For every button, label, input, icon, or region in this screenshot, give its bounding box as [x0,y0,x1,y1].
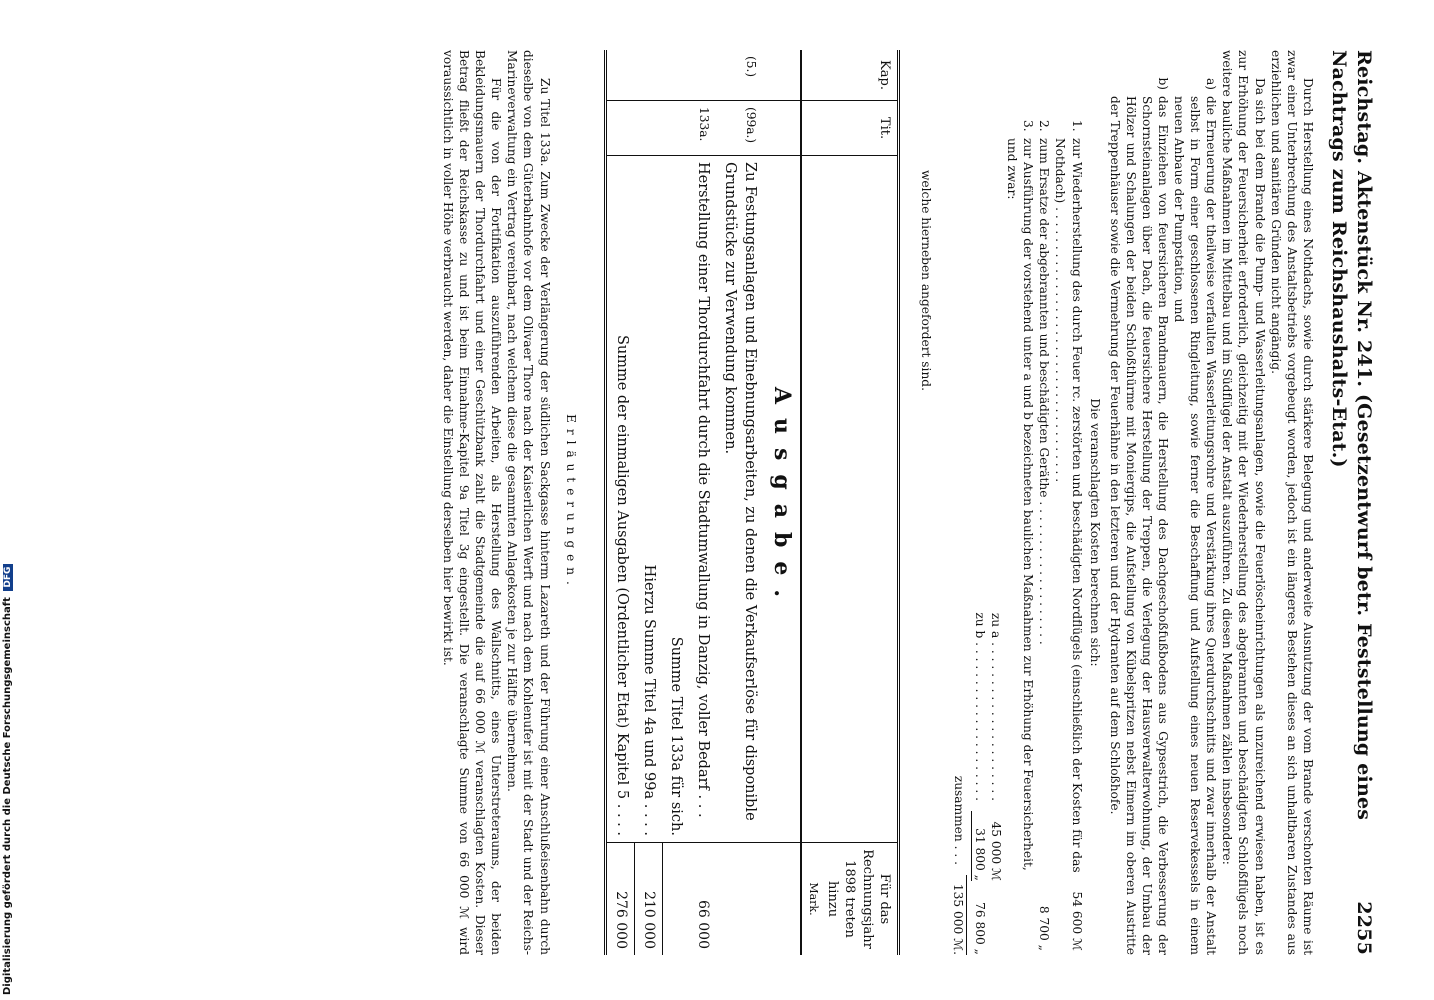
sum-row-2: Hierzu Summe Titel 4a und 99a . . . . [635,156,662,843]
cost-total [950,50,967,955]
row2-amount: 66 000 [689,843,716,956]
col-kap: Kap. [801,50,899,101]
list-text: das Einziehen von feuersicheren Brandmauern, die Herstellung des Dachgeschoßfußbodens aus Gypsestrich, die Verbesserung der Schornsteinanlagen über Dach, die feuersichere Herstellung der Treppen, die Verlegung der Hausverwalterwohnung, der Umbau der Hölzer und Schalungen der beiden Schloßthürme mit Moniergips, die Aufstellung von Kübelspritzen nebst Eimern im oberen Austritte der Treppenhäuser sowie die Vermehrung der Feuerhähne in den letzteren und der Hydranten auf dem Schloßhofe. [1107,96,1170,955]
sum-row-1: Summe Titel 133a für sich. [662,156,689,843]
col-amount [801,843,899,956]
row2-desc: Herstellung einer Thordurchfahrt durch die Stadtumwallung in Danzig, voller Bedarf . . . [689,156,716,843]
document-page [440,50,1376,955]
cost-number: 1. [1069,120,1084,132]
cost-row3-amount: 76 800 „ [972,902,987,955]
sub-amount: 31 800 „ [971,811,988,881]
credit-text: Digitalisierung gefördert durch die Deutsche Forschungsgemeinschaft [2,597,13,995]
running-header [1326,50,1376,955]
cost-amount: 54 600 ℳ [1069,891,1084,951]
dfg-logo: DFG [3,564,13,591]
col-desc [801,156,899,843]
col-amount-label: Für das Rechnungsjahr 1898 treten hinzu [825,849,892,949]
cost-row-1 [1052,120,1084,955]
row1-kap: (5.) [743,56,758,78]
cost-text: zum Ersatze der abgebrannten und beschädigten Geräthe . . . . . . . . . . . . . . . . . . . [1037,138,1052,645]
cost-text: zur Ausführung der vorstehend unter a und b bezeichneten baulichen Maßnahmen zur Erhöhung der Feuersicherheit, und zwar: [1005,138,1036,871]
cost-number: 2. [1037,120,1052,132]
explanations [440,50,553,955]
row2-tit: 133a. [689,101,716,156]
paragraph-1: Durch Herstellung eines Nothdachs, sowie durch stärkere Belegung und anderweite Ausnutzung der vom Brande verschonten Räume ist zwar einer Unterbrechung des Anstaltsbetriebs vorgebeugt worden, jedoch ist ein längeres Bestehen dieses an sich unhaltbaren Zustandes aus erziehlichen und sanitären Gründen nicht angängig. [1268,50,1315,955]
page-number: 2255 [1353,901,1375,955]
cost-row-3 [1004,120,1036,955]
sum-row-3: Summe der einmaligen Ausgaben (Ordentlicher Etat) Kapitel 5 . . . . [606,156,635,843]
sub-amount: 45 000 ℳ [989,821,1004,881]
explanation-paragraph-1: Zu Titel 133a. Zum Zwecke der Verlängerung der südlichen Sackgasse hinterm Lazareth und der Führung einer Anschlußeisenbahn durch dieselbe von dem Güterbahnhofe vor dem Olivaer Thore nach der Kaiserlichen Werft und nach dem Kohlenufer ist mit der Stadt und der Reichs-Marineverwaltung ein Vertrag vereinbart, nach welchem diese die gesammten Anlagekosten je zur Hälfte übernehmen. [505,50,552,955]
row1-desc: Zu Festungsanlagen und Einebnungsarbeiten, zu denen die Verkaufserlöse für disponible Grundstücke zur Verwendung kommen. [716,156,762,843]
list-label: a) [1204,77,1219,90]
cost-sub-a [988,50,1004,881]
cost-sub-b [971,50,988,955]
row1-tit: (99a.) [716,101,762,156]
section-title: Ausgabe. [763,156,801,843]
costs-heading: Die veranschlagten Kosten berechnen sich: [1087,398,1102,667]
cost-row-2 [1036,120,1052,955]
sum-row-3-amount: 276 000 [606,843,635,956]
header-title: Reichstag. Aktenstück Nr. 241. (Gesetzentwurf betr. Feststellung eines Nachtrags zum Reichshaushalts-Etat.) [1327,50,1375,821]
cost-text: zur Wiederherstellung des durch Feuer rc. zerstörten und beschädigten Nordflügels (einschließlich der Kosten für das Nothdach) . . . . . . . . . . . . . . . . . . . . . . . . . . . . . . . . . . . . [1053,138,1084,873]
explanations-title: Erläuterungen. [564,414,579,591]
sub-label: zu b . . . . . . . . . . . . . . . . . . . . . [972,612,987,801]
list-label: b) [1156,77,1170,90]
list-item-b [1107,50,1171,955]
budget-table [604,50,899,955]
sum-row-2-amount: 210 000 [635,843,662,956]
sub-label: zu a . . . . . . . . . . . . . . . . . . . . . [989,612,1004,801]
cost-number: 3. [1021,120,1036,132]
explanation-paragraph-2: Für die von der Fortifikation auszuführenden Arbeiten, als Herstellung des Wallschnitts, eines Unterstreteraums, der beiden Bekleidungsmauern der Thordurchfahrt und einer Geschützbank zahlt die Stadtgemeinde die auf 66 000 ℳ veranschlagten Kosten. Dieser Betrag fließt der Reichskasse zu und ist beim Einnahme-Kapitel 9a Titel 3g eingestellt. Die veranschlagte Summe von 66 000 ℳ wird voraussichtlich in voller Höhe verbraucht werden, daher die Einstellung derselben hier bewirkt ist. [441,50,504,955]
paragraph-2: Da sich bei dem Brande die Pump- und Wasserleitungsanlagen, sowie die Feuerlöscheinrichtungen als unzureichend erwiesen haben, ist es zur Erhöhung der Feuersicherheit erforderlich, gleichzeitig mit der Wiederherstellung des abgebrannten und beschädigten Schloßflügels noch weitere bauliche Maßnahmen im Mittelbau und im Südflügel der Anstalt auszuführen. Zu diesen Maßnahmen zählen insbesondere: [1220,50,1267,955]
list-item-a [1171,50,1219,955]
list-text: die Erneuerung der theilweise verfaulten Wasserleitungsrohre und Verstärkung ihres Querdurchschnitts und zwar innerhalb der Anstalt selbst in Form einer geschlossenen Ringleitung, sowie ferner die Beschaffung und Aufstellung eines neuen Reservekessels in einem neuen Anbaue der Pumpstation, und [1172,96,1219,955]
cost-amount: 8 700 „ [1037,905,1052,951]
col-tit: Tit. [801,101,899,156]
col-amount-unit: Mark. [807,882,821,916]
total-amount: 135 000 ℳ. [950,875,967,955]
total-label: zusammen . . . [951,775,966,865]
intro-line: welche hierneben angefordert sind. [918,170,933,391]
